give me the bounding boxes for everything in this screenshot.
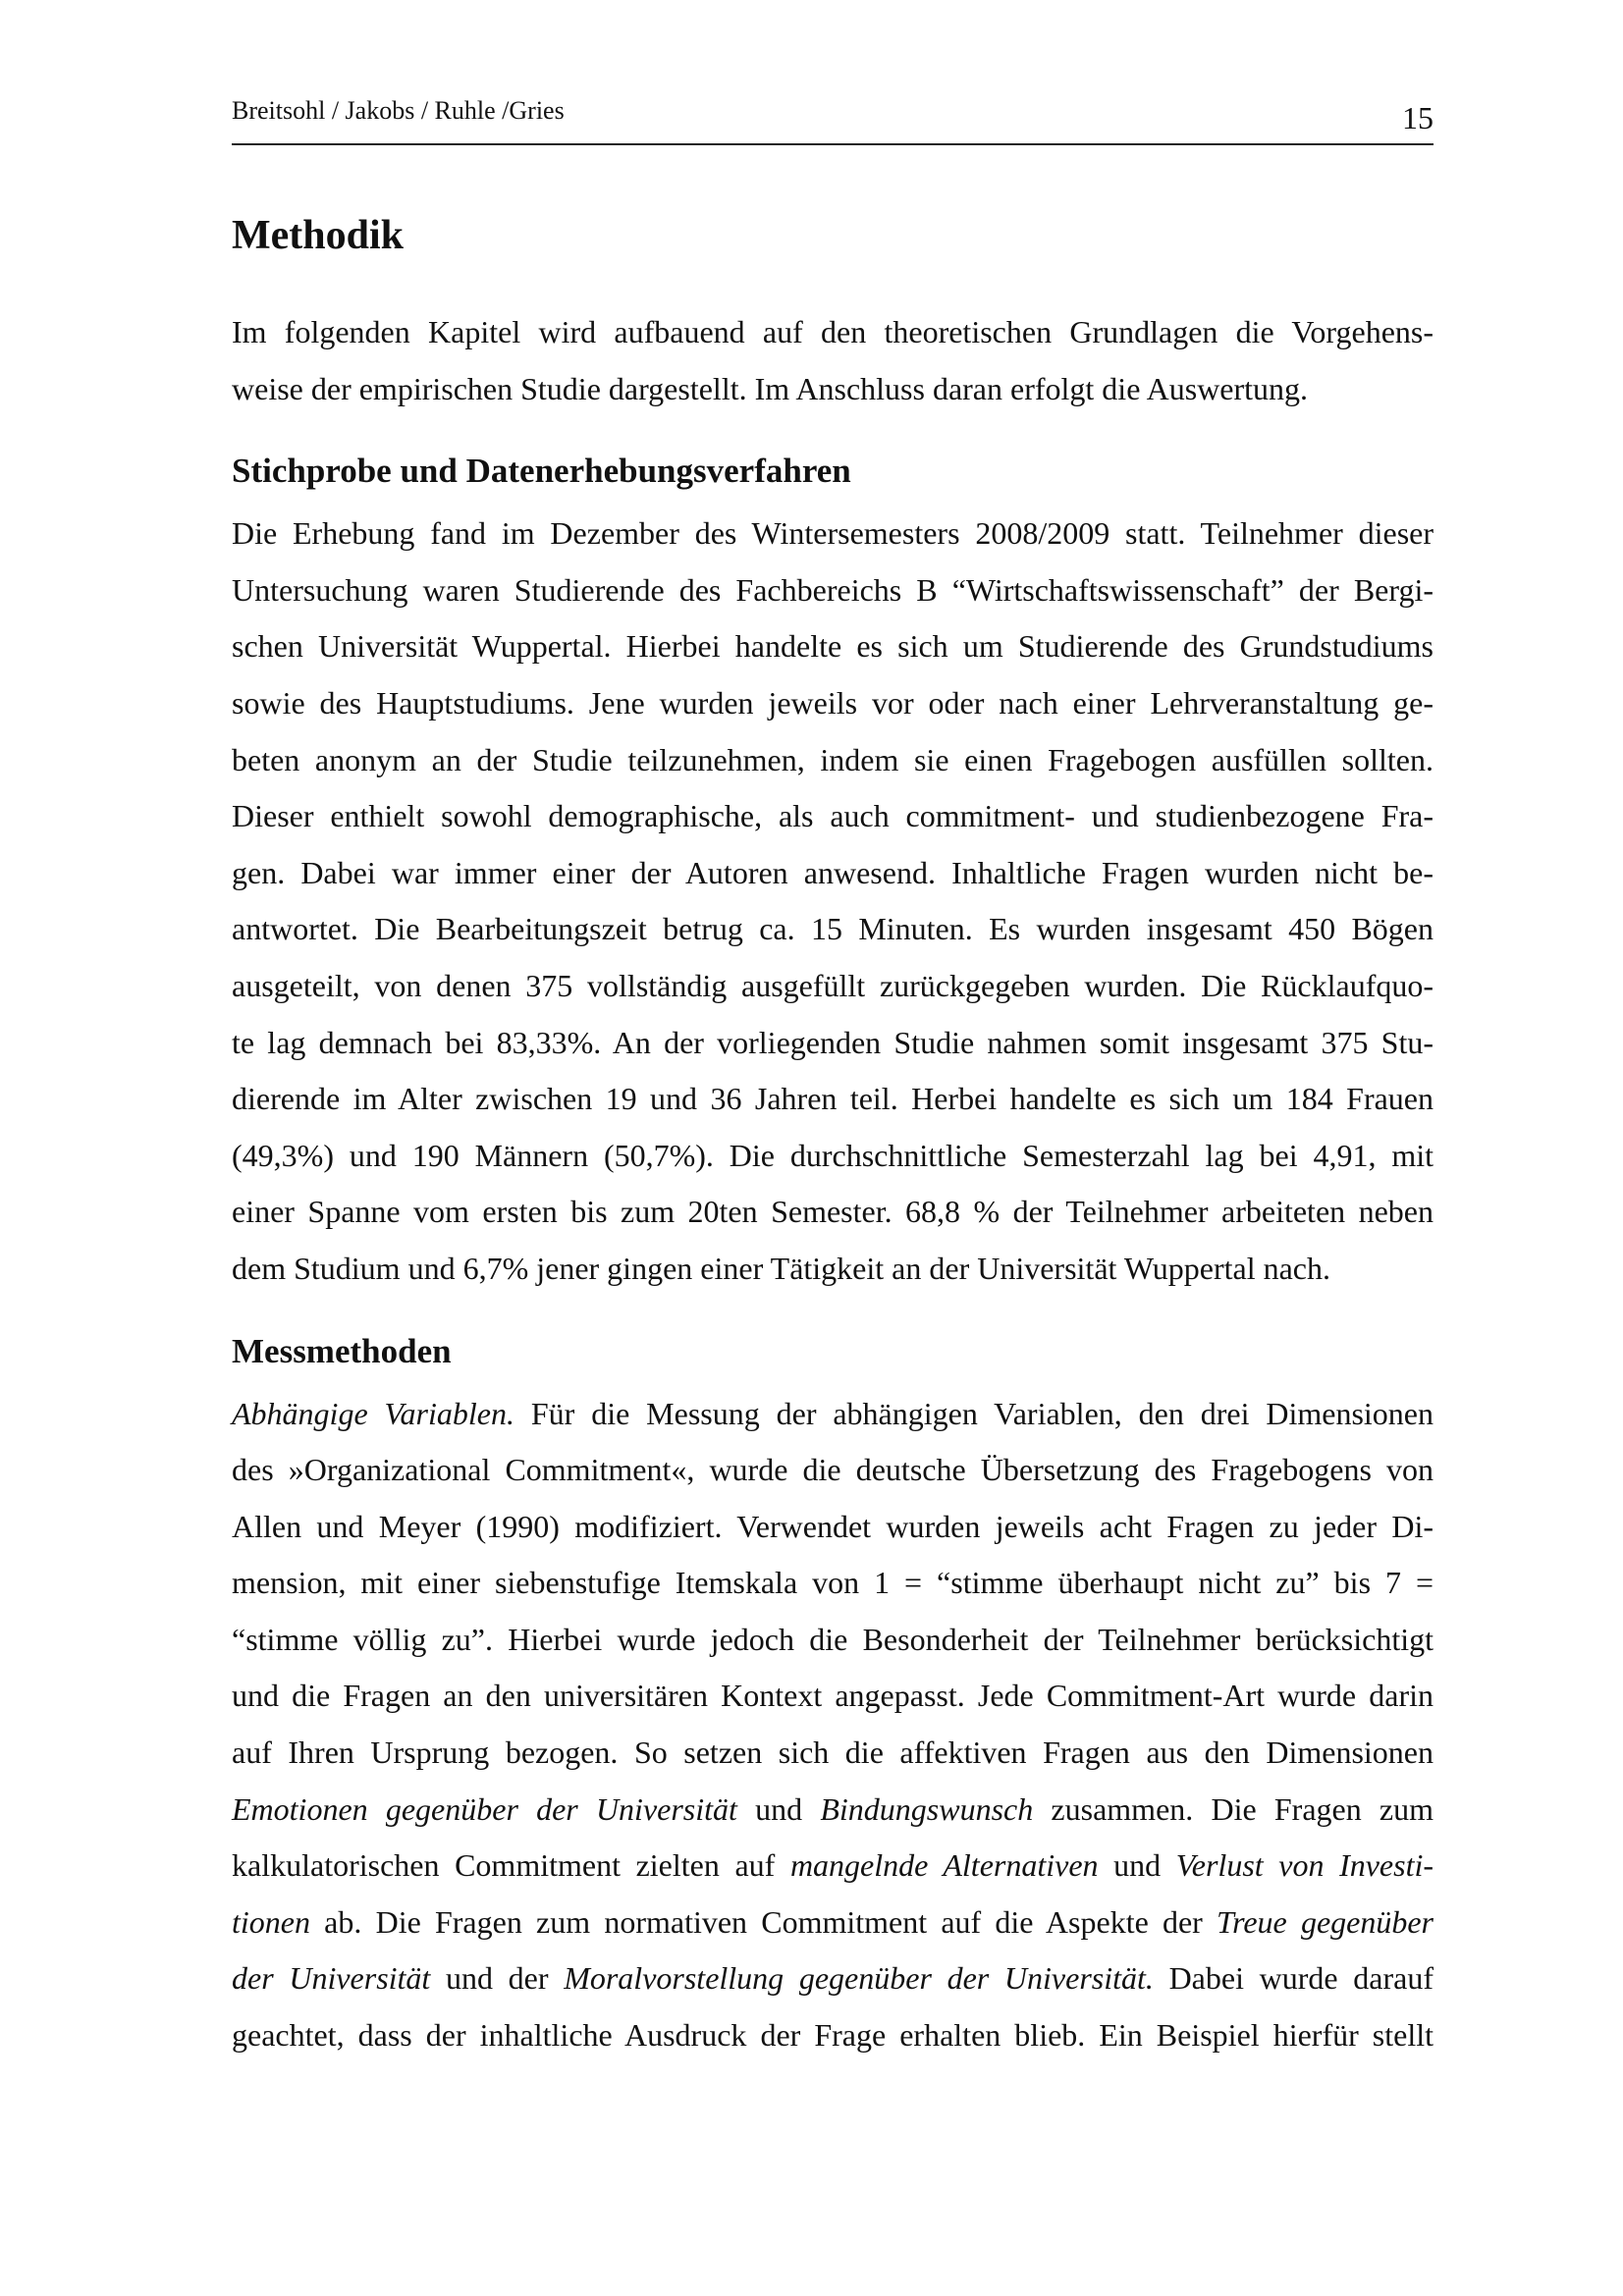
text-run: zusammen. Die Fragen zum [1033,1790,1434,1827]
section-title-messmethoden: Messmethoden [232,1331,452,1370]
text-line [232,1386,1434,1443]
text-line: schen Universität Wuppertal. Hierbei handelte es sich um Studierende des Grundstudiums [232,628,1434,665]
page-number: 15 [1402,100,1434,135]
text-line: einer Spanne vom ersten bis zum 20ten Semester. 68,8 % der Teilnehmer arbeiteten neben [232,1194,1434,1230]
text-line: dierende im Alter zwischen 19 und 36 Jahren teil. Herbei handelte es sich um 184 Frauen [232,1081,1434,1117]
italic-run: der Universität [232,1960,431,1997]
text-line: dem Studium und 6,7% jener gingen einer Tätigkeit an der Universität Wuppertal nach. [232,1250,1330,1286]
italic-run: tionen [232,1903,310,1940]
section-title-methodik: Methodik [232,213,405,258]
running-header [232,94,1434,145]
text-line: Im folgenden Kapitel wird aufbauend auf den theoretischen Grundlagen die Vorgehens- [232,314,1434,349]
text-line: weise der empirischen Studie dargestellt. Im Anschluss daran erfolgt die Auswertung. [232,370,1309,406]
text-run: kalkulatorischen Commitment zielten auf [232,1847,790,1884]
text-line: (49,3%) und 190 Männern (50,7%). Die durchschnittliche Semesterzahl lag bei 4,91, mit [232,1137,1434,1173]
text-line: beten anonym an der Studie teilzunehmen, indem sie einen Fragebogen ausfüllen sollten. [232,741,1434,777]
text-line: antwortet. Die Bearbeitungszeit betrug ca. 15 Minuten. Es wurden insgesamt 450 Bögen [232,911,1434,947]
text-line: Dieser enthielt sowohl demographische, als auch commitment- und studienbezogene Fra- [232,798,1434,834]
text-line [232,1950,1434,2007]
italic-run-heading: Abhängige Variablen. [232,1395,514,1431]
text-line: des »Organizational Commitment«, wurde die deutsche Übersetzung des Fragebogens von [232,1452,1434,1488]
text-run: und der [430,1960,565,1997]
text-line: auf Ihren Ursprung bezogen. So setzen sich die affektiven Fragen aus den Dimensionen [232,1735,1434,1771]
text-line [232,1895,1434,1951]
text-run: Für die Messung der abhängigen Variablen, den drei Dimensionen [514,1395,1434,1431]
text-line [232,1782,1434,1839]
text-line: Allen und Meyer (1990) modifiziert. Verwendet wurden jeweils acht Fragen zu jeder Di- [232,1508,1434,1544]
italic-run: Bindungswunsch [820,1790,1034,1827]
header-authors: Breitsohl / Jakobs / Ruhle /Gries [232,96,565,125]
text-line: “stimme völlig zu”. Hierbei wurde jedoch die Besonderheit der Teilnehmer berücksichtigt [232,1621,1434,1657]
text-run: Dabei wurde darauf [1153,1960,1434,1997]
text-line: Die Erhebung fand im Dezember des Wintersemesters 2008/2009 statt. Teilnehmer dieser [232,515,1434,552]
paragraph-methodik-intro [232,304,1434,417]
text-line: gen. Dabei war immer einer der Autoren anwesend. Inhaltliche Fragen wurden nicht be- [232,854,1434,890]
text-line: te lag demnach bei 83,33%. An der vorliegenden Studie nahmen somit insgesamt 375 Stu- [232,1024,1434,1060]
italic-run: Treue gegenüber [1217,1903,1434,1940]
section-title-stichprobe: Stichprobe und Datenerhebungsverfahren [232,452,851,491]
paragraph-messmethoden [232,1386,1434,2064]
text-run: ab. Die Fragen zum normativen Commitment auf die Aspekte der [309,1903,1217,1940]
text-run: und [736,1790,821,1827]
text-run: und [1098,1847,1176,1884]
text-line [232,1838,1434,1895]
italic-run: Moralvorstellung gegenüber der Universität. [564,1960,1154,1997]
text-line: ausgeteilt, von denen 375 vollständig ausgefüllt zurückgegeben wurden. Die Rücklaufquo- [232,967,1434,1003]
body-content [232,206,1434,2064]
text-line: mension, mit einer siebenstufige Itemskala von 1 = “stimme überhaupt nicht zu” bis 7 = [232,1565,1434,1601]
text-line: sowie des Hauptstudiums. Jene wurden jeweils vor oder nach einer Lehrveranstaltung ge- [232,684,1434,721]
italic-run: Emotionen gegenüber der Universität [232,1790,737,1827]
text-line: und die Fragen an den universitären Kontext angepasst. Jede Commitment-Art wurde darin [232,1678,1434,1714]
italic-run: Verlust von Investi- [1175,1847,1434,1884]
text-line: geachtet, dass der inhaltliche Ausdruck der Frage erhalten blieb. Ein Beispiel hierfür stellt [232,2017,1434,2054]
italic-run: mangelnde Alternativen [789,1847,1099,1884]
text-line: Untersuchung waren Studierende des Fachbereichs B “Wirtschaftswissenschaft” der Bergi- [232,571,1434,608]
paragraph-stichprobe [232,506,1434,1297]
